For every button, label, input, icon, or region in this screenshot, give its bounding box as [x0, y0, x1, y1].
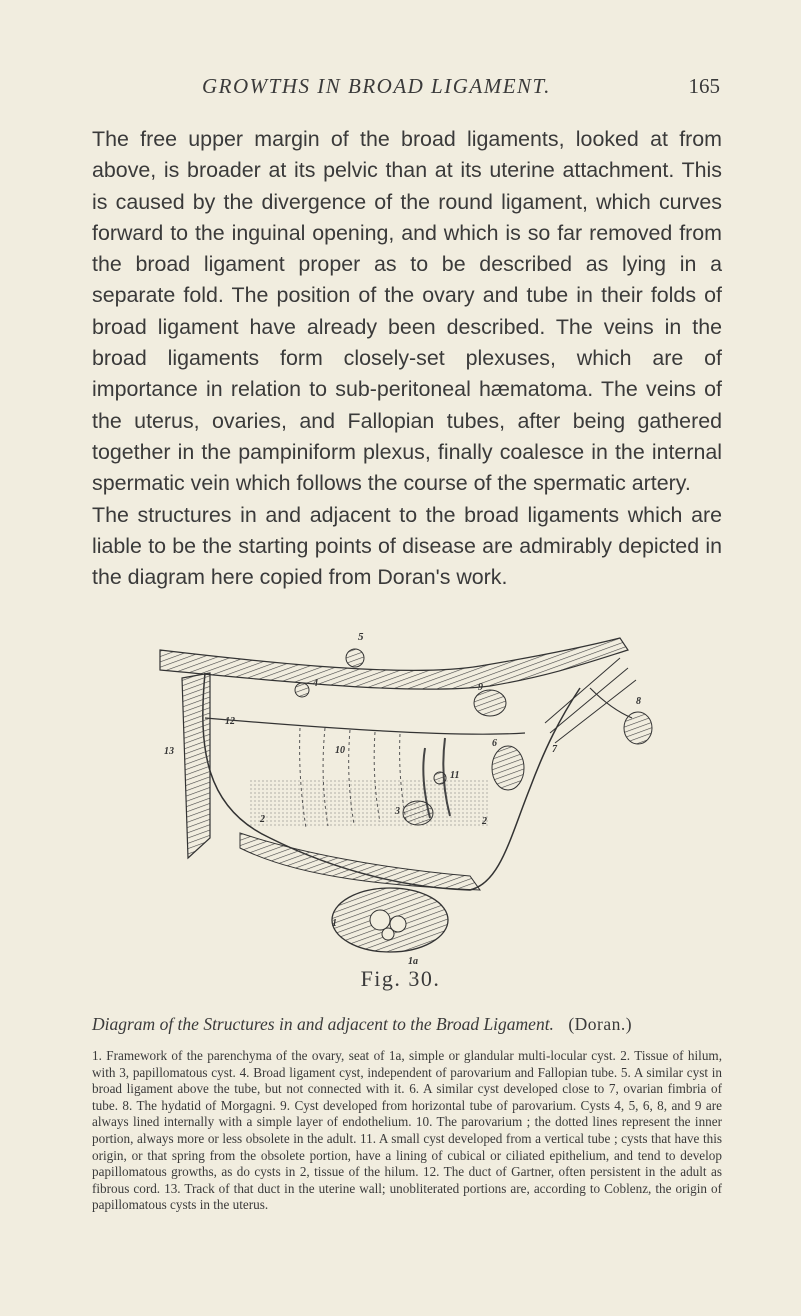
running-title: GROWTHS IN BROAD LIGAMENT. — [202, 74, 551, 98]
figure-legend: 1. Framework of the parenchyma of the ovary, seat of 1a, simple or glandular multi-locular cyst. 2. Tissue of hilum, with 3, papillomatous cyst. 4. Broad ligament cyst, independent of parovarium and Fallopian tube. 5. A similar cyst in broad ligament above the tube, but not connected with it. 6. A similar cyst developed close to 7, ovarian fimbria of tube. 8. The hydatid of Morgagni. 9. Cyst developed from horizontal tube of parovarium. Cysts 4, 5, 6, 8, and 9 are always lined internally with a simple layer of endothelium. 10. The parovarium ; the dotted lines represent the inner portion, always more or less obsolete in the adult. 11. A small cyst developed from a vertical tube ; cysts that have this origin, or that spring from the obsolete portion, have a lining of cubical or ciliated epithelium, and tend to develop papillomatous growths, as do cysts in 2, tissue of the hilum. 12. The duct of Gartner, often persistent in the adult as fibrous cord. 13. Track of that duct in the uterine wall; unobliterated portions are, according to Coblenz, the origin of papillomatous cysts in the uterus. — [92, 1048, 722, 1213]
label-1a: 1a — [408, 956, 418, 967]
label-12: 12 — [225, 716, 235, 727]
label-1: 1 — [332, 918, 337, 929]
paragraph-1: The free upper margin of the broad ligaments, looked at from above, is broader at its pelvic than at its uterine attachment. This is caused by the divergence of the round ligament, which curves forward to the inguinal opening, and which is so far removed from the broad ligament proper as to be described as lying in a separate fold. The position of the ovary and tube in their folds of broad ligament have already been described. The veins in the broad ligaments form closely-set plexuses, which are of importance in relation to sub-peritoneal hæmatoma. The veins of the uterus, ovaries, and Fallopian tubes, after being gathered together in the pampiniform plexus, finally coalesce in the internal spermatic vein which follows the course of the spermatic artery. — [92, 127, 722, 496]
label-10: 10 — [335, 745, 345, 756]
cyst-4 — [295, 683, 309, 697]
body-text — [92, 124, 722, 593]
label-6: 6 — [492, 738, 497, 749]
multilocular-cyst — [370, 910, 390, 930]
caption-credit: (Doran.) — [568, 1014, 633, 1034]
figure-number: Fig. 30. — [360, 966, 441, 991]
cyst-9 — [474, 690, 506, 716]
label-2b: 2 — [482, 816, 487, 827]
label-5: 5 — [358, 631, 364, 643]
cyst-11 — [434, 772, 446, 784]
label-11: 11 — [450, 770, 460, 781]
label-13: 13 — [164, 746, 174, 757]
label-8: 8 — [636, 696, 641, 707]
fallopian-tube — [160, 638, 628, 689]
label-7: 7 — [552, 744, 557, 755]
label-9: 9 — [478, 682, 483, 693]
caption-title: Diagram of the Structures in and adjacent to the Broad Ligament. — [92, 1014, 554, 1034]
label-4: 4 — [313, 678, 318, 689]
label-3: 3 — [395, 806, 400, 817]
broad-ligament-diagram — [150, 628, 670, 968]
broad-ligament-fold — [205, 718, 525, 734]
diagram-svg — [150, 628, 670, 968]
running-head — [92, 74, 720, 104]
page-number: 165 — [688, 74, 720, 98]
hydatid-stalk — [590, 688, 632, 718]
uterine-wall — [182, 673, 210, 858]
cyst-6 — [492, 746, 524, 790]
cyst-3 — [403, 801, 433, 825]
parovarium-dotted — [250, 778, 490, 828]
cyst-5 — [346, 649, 364, 667]
figure-caption — [92, 1014, 722, 1035]
label-2a: 2 — [260, 814, 265, 825]
paragraph-2: The structures in and adjacent to the broad ligaments which are liable to be the starting points of disease are admirably depicted in the diagram here copied from Doran's work. — [92, 502, 722, 590]
